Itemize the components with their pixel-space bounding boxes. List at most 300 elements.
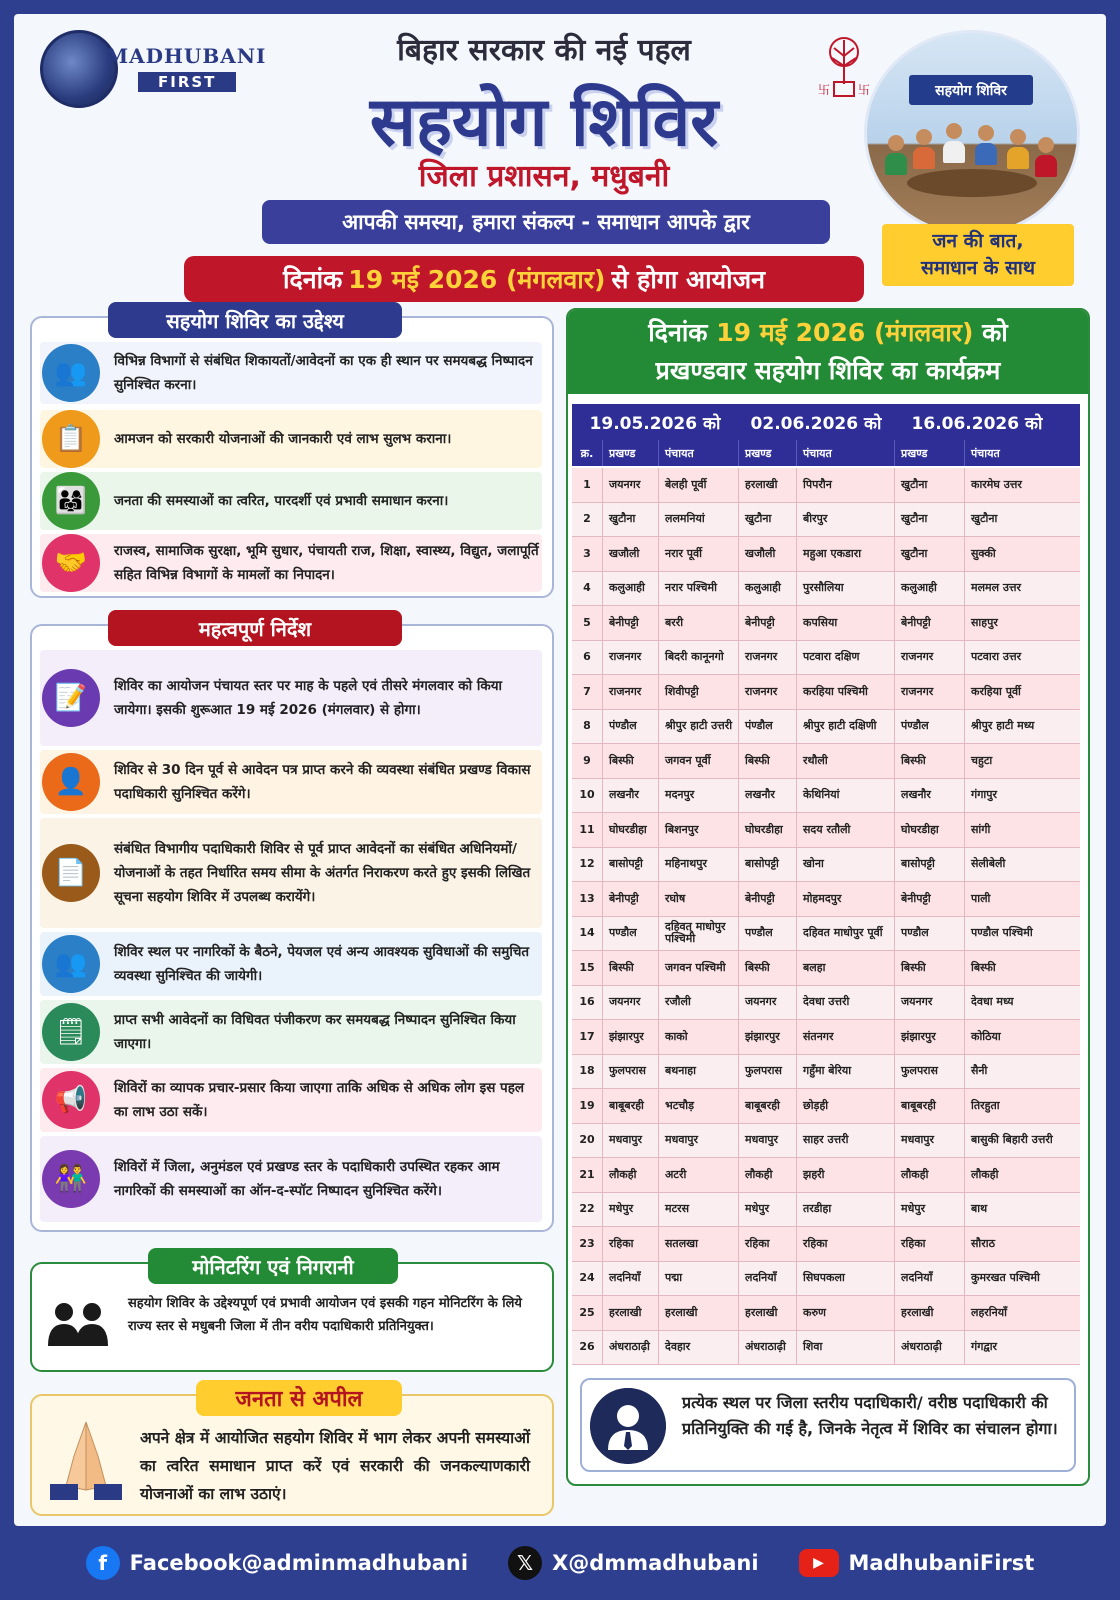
direction-item	[40, 1068, 542, 1132]
table-cell: 18	[579, 1064, 595, 1078]
table-cell: राजनगर	[894, 641, 964, 675]
table-cell: नरार पूर्वी	[658, 537, 738, 571]
table-cell: सतलखा	[658, 1227, 738, 1261]
table-cell: घोघरडीहा	[602, 813, 658, 847]
person-icon	[1007, 129, 1029, 169]
table-cell: लदनियाँ	[602, 1262, 658, 1296]
table-cell: राजनगर	[738, 641, 796, 675]
monitoring-section	[30, 1254, 554, 1372]
hero-sign: सहयोग शिविर	[909, 75, 1033, 105]
table-row	[572, 1331, 1080, 1366]
objective-text: आमजन को सरकारी योजनाओं की जानकारी एवं लाभ सुलभ कराना।	[114, 431, 452, 447]
table-cell: हरलाखी	[602, 1296, 658, 1330]
table-cell: बलहा	[796, 951, 894, 985]
table-cell: अंधराठाढ़ी	[738, 1331, 796, 1365]
table-cell: लखनौर	[602, 779, 658, 813]
table-cell: 5	[583, 615, 591, 629]
person-icon	[943, 123, 965, 163]
table-row	[572, 1296, 1080, 1331]
table-cell: कलुआही	[602, 572, 658, 606]
date-header: 02.06.2026 को	[750, 413, 882, 434]
table-cell: मधवापुर	[894, 1124, 964, 1158]
table-cell: 10	[579, 788, 595, 802]
table-row	[572, 468, 1080, 503]
table-cell: मधवापुर	[738, 1124, 796, 1158]
table-cell: लदनियाँ	[738, 1262, 796, 1296]
schedule-dates-row	[572, 404, 1080, 440]
direction-text: शिविरों का व्यापक प्रचार-प्रसार किया जाएगा ताकि अधिक से अधिक लोग इस पहल का लाभ उठा सकें।	[114, 1080, 525, 1120]
table-cell: बथनाहा	[658, 1055, 738, 1089]
logo-sub: FIRST	[138, 72, 236, 92]
table-cell: बिस्फी	[964, 951, 1060, 985]
table-cell: झंझारपुर	[738, 1020, 796, 1054]
table-cell: बासोपट्टी	[602, 848, 658, 882]
table-cell: 8	[583, 719, 591, 733]
column-header: पंचायत	[796, 440, 894, 466]
appeal-title: जनता से अपील	[196, 1380, 402, 1416]
schedule-table-header	[572, 440, 1080, 466]
facebook-link[interactable]	[86, 1546, 468, 1580]
table-cell: 3	[583, 546, 591, 560]
header-subtitle: बिहार सरकार की नई पहल	[397, 33, 691, 68]
person-icon	[913, 129, 935, 169]
bihar-emblem-icon	[814, 34, 874, 104]
table-cell: कोठिया	[964, 1020, 1060, 1054]
table-cell: लौकही	[602, 1158, 658, 1192]
officers-icon: 👫	[42, 1150, 100, 1208]
x-handle: X@dmmadhubani	[552, 1551, 759, 1575]
table-cell: बररी	[658, 606, 738, 640]
x-icon: 𝕏	[508, 1546, 542, 1580]
table-cell: बिस्फी	[738, 744, 796, 778]
official-icon: 👤	[42, 753, 100, 811]
table-cell: कुमरखत पश्चिमी	[964, 1262, 1060, 1296]
table-cell: जयनगर	[738, 986, 796, 1020]
table-cell: बिस्फी	[602, 951, 658, 985]
table-cell: लखनौर	[894, 779, 964, 813]
table-cell: पण्डौल	[602, 917, 658, 951]
table-cell: राजनगर	[602, 641, 658, 675]
page-title: सहयोग शिविर	[369, 83, 719, 162]
table-row	[572, 1227, 1080, 1262]
table-row	[572, 606, 1080, 641]
table-cell: रहिका	[602, 1227, 658, 1261]
schedule-head-pre: दिनांक	[648, 318, 708, 347]
table-cell: राजनगर	[602, 675, 658, 709]
table-row	[572, 813, 1080, 848]
x-link[interactable]	[508, 1546, 758, 1580]
table-cell: खुटौना	[894, 537, 964, 571]
table-row	[572, 675, 1080, 710]
table-row	[572, 1089, 1080, 1124]
column-header: प्रखण्ड	[894, 440, 964, 466]
table-cell: बासोपट्टी	[894, 848, 964, 882]
table-cell: बिस्फी	[894, 744, 964, 778]
slogan-banner: आपकी समस्या, हमारा संकल्प - समाधान आपके द्वार	[262, 200, 830, 244]
table-cell: बीरपुर	[796, 503, 894, 537]
table-cell: देवहार	[658, 1331, 738, 1365]
schedule-heading-line-2: प्रखण्डवार सहयोग शिविर का कार्यक्रम	[655, 356, 1001, 385]
table-row	[572, 641, 1080, 676]
people-icon: 👥	[42, 344, 100, 402]
table-cell: 19	[579, 1098, 595, 1112]
table-cell: महिनाथपुर	[658, 848, 738, 882]
table-cell: बाबूबरही	[894, 1089, 964, 1123]
table-cell: पण्डौल	[738, 917, 796, 951]
table-row	[572, 1124, 1080, 1159]
direction-item	[40, 650, 542, 746]
direction-text: शिविरों में जिला, अनुमंडल एवं प्रखण्ड स्तर के पदाधिकारी उपस्थित रहकर आम नागरिकों की समस्याओं का ऑन-द-स्पॉट निष्पादन सुनिश्चित करेंगे।	[114, 1159, 500, 1199]
schedule-heading-line-1	[568, 314, 1088, 352]
table-cell: शिवा	[796, 1331, 894, 1365]
deputation-note	[580, 1378, 1076, 1472]
objective-item	[40, 472, 542, 530]
table-cell: झंझारपुर	[602, 1020, 658, 1054]
table-cell: बेनीपट्टी	[894, 606, 964, 640]
table-cell: बेनीपट्टी	[738, 606, 796, 640]
objective-item	[40, 410, 542, 468]
objectives-title: सहयोग शिविर का उद्देश्य	[108, 302, 402, 338]
table-cell: बेनीपट्टी	[602, 882, 658, 916]
table-cell: पंण्डौल	[602, 710, 658, 744]
table-cell: बिस्फी	[602, 744, 658, 778]
table-cell: घोघरडीहा	[894, 813, 964, 847]
direction-text: प्राप्त सभी आवेदनों का विधिवत पंजीकरण कर समयबद्ध निष्पादन सुनिश्चित किया जाएगा।	[114, 1012, 516, 1052]
table-row	[572, 744, 1080, 779]
table-cell: खुटौना	[964, 503, 1060, 537]
table-cell: 20	[579, 1133, 595, 1147]
table-cell: रहिका	[738, 1227, 796, 1261]
table-cell: फुलपरास	[602, 1055, 658, 1089]
table-cell: पाली	[964, 882, 1060, 916]
document-icon: 📄	[42, 844, 100, 902]
table-cell: घोघरडीहा	[738, 813, 796, 847]
table-cell: दहिवत माधोपुर पूर्वी	[796, 917, 894, 951]
table-cell: 2	[583, 512, 591, 526]
citizens-icon: 👥	[42, 935, 100, 993]
column-header: प्रखण्ड	[602, 440, 658, 466]
table-cell: श्रीपुर हाटी मध्य	[964, 710, 1060, 744]
table-cell: 4	[583, 581, 591, 595]
table-cell: खुटौना	[602, 503, 658, 537]
table-cell: बेनीपट्टी	[738, 882, 796, 916]
table-cell: अंधराठाढ़ी	[602, 1331, 658, 1365]
table-cell: जयनगर	[602, 468, 658, 502]
table-row	[572, 503, 1080, 538]
table-cell: बाथ	[964, 1193, 1060, 1227]
table-cell: 25	[579, 1305, 595, 1319]
table-cell: पण्डौल पश्चिमी	[964, 917, 1060, 951]
direction-text: शिविर स्थल पर नागरिकों के बैठने, पेयजल एवं अन्य आवश्यक सुविधाओं की समुचित व्यवस्था सुनिश्चित की जायेगी।	[114, 944, 530, 984]
facebook-icon: f	[86, 1546, 120, 1580]
schedule-head-date: 19 मई 2026 (मंगलवार)	[716, 318, 974, 347]
table-cell: लौकही	[894, 1158, 964, 1192]
table-cell: अटरी	[658, 1158, 738, 1192]
table-cell: मलमल उत्तर	[964, 572, 1060, 606]
madhubani-first-logo	[40, 30, 270, 110]
direction-item	[40, 818, 542, 928]
table-cell: दहिवत् माधोपुर पश्चिमी	[658, 917, 738, 951]
clipboard-list-icon: 📝	[42, 669, 100, 727]
objective-item	[40, 534, 542, 592]
direction-text: शिविर का आयोजन पंचायत स्तर पर माह के पहले एवं तीसरे मंगलवार को किया जायेगा। इसकी शुरूआत 19 मई 2026 (मंगलवार) से होगा।	[114, 678, 503, 718]
table-cell: मधवापुर	[658, 1124, 738, 1158]
column-header: पंचायत	[658, 440, 738, 466]
register-icon: 🗒	[42, 1003, 100, 1061]
table-cell: काको	[658, 1020, 738, 1054]
table-cell: कलुआही	[738, 572, 796, 606]
table-cell: बेनीपट्टी	[602, 606, 658, 640]
table-cell: 13	[579, 891, 595, 905]
direction-item	[40, 1000, 542, 1064]
table-cell: पुरसौलिया	[796, 572, 894, 606]
table-cell: जगवन पूर्वी	[658, 744, 738, 778]
table-cell: मधेपुर	[602, 1193, 658, 1227]
table-cell: बिशनपुर	[658, 813, 738, 847]
table-row	[572, 537, 1080, 572]
table-row	[572, 710, 1080, 745]
table-cell: खुटौना	[894, 468, 964, 502]
table-cell: लौकही	[738, 1158, 796, 1192]
table-cell: खुटौना	[738, 503, 796, 537]
clipboard-icon: 📋	[42, 410, 100, 468]
table-cell: खजौली	[602, 537, 658, 571]
directions-section	[30, 616, 554, 1232]
table-cell: संतनगर	[796, 1020, 894, 1054]
schedule-section	[566, 308, 1090, 1486]
table-cell: रहिका	[894, 1227, 964, 1261]
table-cell: हरलाखी	[658, 1296, 738, 1330]
table-cell: मदनपुर	[658, 779, 738, 813]
svg-text:卐: 卐	[858, 83, 871, 97]
table-cell: पण्डौल	[894, 917, 964, 951]
table-cell: रघोष	[658, 882, 738, 916]
youtube-link[interactable]	[799, 1549, 1035, 1577]
table-cell: 14	[579, 926, 595, 940]
table-cell: 9	[583, 753, 591, 767]
table-cell: देवधा उत्तरी	[796, 986, 894, 1020]
table-cell: खोना	[796, 848, 894, 882]
logo-emblem-icon	[40, 30, 118, 108]
table-cell: 23	[579, 1236, 595, 1250]
table-cell: करुण	[796, 1296, 894, 1330]
table-cell: हरलाखी	[738, 468, 796, 502]
table-row	[572, 917, 1080, 952]
table-cell: पंण्डौल	[738, 710, 796, 744]
table-row	[572, 1020, 1080, 1055]
direction-item	[40, 1136, 542, 1222]
table-cell: सेलीबेली	[964, 848, 1060, 882]
table-cell: देवधा मध्य	[964, 986, 1060, 1020]
table-cell: हरलाखी	[738, 1296, 796, 1330]
direction-item	[40, 750, 542, 814]
table-cell: करहिया पूर्वी	[964, 675, 1060, 709]
table-cell: 17	[579, 1029, 595, 1043]
table-cell: 22	[579, 1202, 595, 1216]
table-cell: झहरी	[796, 1158, 894, 1192]
facebook-handle: Facebook@adminmadhubani	[129, 1551, 469, 1575]
folded-hands-icon	[46, 1416, 126, 1504]
table-row	[572, 1193, 1080, 1228]
table-cell: बाबूबरही	[602, 1089, 658, 1123]
table-cell: बिस्फी	[894, 951, 964, 985]
table-cell: झंझारपुर	[894, 1020, 964, 1054]
table-cell: 15	[579, 960, 595, 974]
table-cell: पिपरौन	[796, 468, 894, 502]
table-cell: फुलपरास	[894, 1055, 964, 1089]
table-cell: नरार पश्चिमी	[658, 572, 738, 606]
appeal-text: अपने क्षेत्र में आयोजित सहयोग शिविर में भाग लेकर अपनी समस्याओं का त्वरित समाधान प्राप्त करें एवं सरकारी की जनकल्याणकारी योजनाओं का लाभ उठाएं।	[140, 1429, 530, 1503]
date-header: 16.06.2026 को	[911, 413, 1043, 434]
officer-icon	[590, 1388, 666, 1464]
date-pre: दिनांक	[282, 265, 343, 294]
objectives-section	[30, 308, 554, 598]
group-icon: 👨‍👩‍👧	[42, 472, 100, 530]
table-cell: पटवारा उत्तर	[964, 641, 1060, 675]
table-cell: चहुटा	[964, 744, 1060, 778]
objective-text: राजस्व, सामाजिक सुरक्षा, भूमि सुधार, पंचायती राज, शिक्षा, स्वास्थ्य, विद्युत, जलापूर्ति सहित विभिन्न विभागों के मामलों का निपादन।	[114, 543, 539, 583]
directions-title: महत्वपूर्ण निर्देश	[108, 610, 402, 646]
hero-illustration	[864, 30, 1080, 236]
table-row	[572, 1262, 1080, 1297]
person-icon	[975, 125, 997, 165]
direction-item	[40, 932, 542, 996]
megaphone-icon: 📢	[42, 1071, 100, 1129]
table-cell: सांगी	[964, 813, 1060, 847]
table-cell: जगवन पश्चिमी	[658, 951, 738, 985]
appeal-section	[30, 1387, 554, 1516]
column-header: प्रखण्ड	[738, 440, 796, 466]
table-row	[572, 848, 1080, 883]
table-cell: 6	[583, 650, 591, 664]
hero-tag-line-2: समाधान के साथ	[920, 257, 1035, 279]
table-cell: बिदरी कानूनगो	[658, 641, 738, 675]
deputation-text: प्रत्येक स्थल पर जिला स्तरीय पदाधिकारी/ वरीष्ठ पदाधिकारी की प्रतिनियुक्ति की गई है, जिनके नेतृत्व में शिविर का संचालन होगा।	[682, 1393, 1058, 1438]
table-cell: बासुकी बिहारी उत्तरी	[964, 1124, 1060, 1158]
table-cell: लखनौर	[738, 779, 796, 813]
table-cell: लदनियाँ	[894, 1262, 964, 1296]
table-cell: साहपुर	[964, 606, 1060, 640]
table-cell: जयनगर	[894, 986, 964, 1020]
table-cell: भटचौड़	[658, 1089, 738, 1123]
table-row	[572, 951, 1080, 986]
table-cell: 24	[579, 1271, 595, 1285]
schedule-head-post: को	[982, 318, 1008, 347]
table-cell: 11	[579, 822, 595, 836]
table-cell: सुक्की	[964, 537, 1060, 571]
table-cell: 16	[579, 995, 595, 1009]
table-cell: बिस्फी	[738, 951, 796, 985]
team-icon	[46, 1300, 110, 1348]
table-cell: मधेपुर	[894, 1193, 964, 1227]
table-cell: केथिनियां	[796, 779, 894, 813]
table-cell: गंगद्वार	[964, 1331, 1060, 1365]
date-header: 19.05.2026 को	[589, 413, 721, 434]
table-cell: बेनीपट्टी	[894, 882, 964, 916]
table-cell: 7	[583, 684, 591, 698]
table-cell: गंगापुर	[964, 779, 1060, 813]
table-row	[572, 1158, 1080, 1193]
column-header: क्र.	[580, 446, 594, 460]
logo-name: MADHUBANI	[106, 44, 267, 68]
table-cell: बेलही पूर्वी	[658, 468, 738, 502]
hero-tag-line-1: जन की बात,	[932, 230, 1024, 252]
table-cell: सैनी	[964, 1055, 1060, 1089]
table-cell: सिघपकला	[796, 1262, 894, 1296]
table-cell: कपसिया	[796, 606, 894, 640]
table-cell: मटरस	[658, 1193, 738, 1227]
monitoring-text: सहयोग शिविर के उद्देश्यपूर्ण एवं प्रभावी आयोजन एवं इसकी गहन मोनिटरिंग के लिये राज्य स्तर से मधुबनी जिला में तीन वरीय पदाधिकारी प्रतिनियुक्त।	[128, 1296, 522, 1334]
table-cell: कारमेघ उत्तर	[964, 468, 1060, 502]
table-cell: 12	[579, 857, 595, 871]
schedule-table-body	[572, 468, 1080, 1365]
youtube-handle: MadhubaniFirst	[848, 1551, 1035, 1575]
schedule-heading	[568, 310, 1088, 394]
objective-text: विभिन्न विभागों से संबंधित शिकायतों/आवेदनों का एक ही स्थान पर समयबद्ध निष्पादन सुनिश्चित करना।	[114, 353, 533, 393]
date-banner	[184, 256, 864, 302]
table-cell: पद्मा	[658, 1262, 738, 1296]
table-cell: साहर उत्तरी	[796, 1124, 894, 1158]
table-cell: कलुआही	[894, 572, 964, 606]
table-cell: सौराठ	[964, 1227, 1060, 1261]
table-row	[572, 572, 1080, 607]
table-row	[572, 1055, 1080, 1090]
table-cell: खुटौना	[894, 503, 964, 537]
date-highlight: 19 मई 2026 (मंगलवार)	[348, 265, 606, 294]
table-cell: मधेपुर	[738, 1193, 796, 1227]
table-cell: 21	[579, 1167, 595, 1181]
date-post: से होगा आयोजन	[611, 265, 765, 294]
table-cell: श्रीपुर हाटी दक्षिणी	[796, 710, 894, 744]
hero-tagline	[882, 224, 1074, 286]
objective-item	[40, 342, 542, 404]
person-icon	[885, 135, 907, 175]
objective-text: जनता की समस्याओं का त्वरित, पारदर्शी एवं प्रभावी समाधान करना।	[114, 493, 449, 509]
table-cell: ललमनियां	[658, 503, 738, 537]
column-header: पंचायत	[964, 440, 1060, 466]
table-cell: तरडीहा	[796, 1193, 894, 1227]
table-cell: छोड़ही	[796, 1089, 894, 1123]
table-cell: मधवापुर	[602, 1124, 658, 1158]
table-cell: 1	[583, 477, 591, 491]
direction-text: शिविर से 30 दिन पूर्व से आवेदन पत्र प्राप्त करने की व्यवस्था संबंधित प्रखण्ड विकास पदाधिकारी सुनिश्चित करेंगे।	[114, 762, 531, 802]
table-icon	[907, 169, 1037, 197]
table-cell: बाबूबरही	[738, 1089, 796, 1123]
table-cell: रजौली	[658, 986, 738, 1020]
table-cell: हरलाखी	[894, 1296, 964, 1330]
handshake-icon: 🤝	[42, 534, 100, 592]
table-cell: गहुँमा बेरिया	[796, 1055, 894, 1089]
table-cell: महुआ एकडारा	[796, 537, 894, 571]
table-cell: लौकही	[964, 1158, 1060, 1192]
table-cell: खजौली	[738, 537, 796, 571]
table-cell: पटवारा दक्षिण	[796, 641, 894, 675]
table-cell: पंण्डौल	[894, 710, 964, 744]
svg-text:卐: 卐	[818, 83, 831, 97]
table-cell: जयनगर	[602, 986, 658, 1020]
youtube-icon: ▶	[799, 1549, 839, 1577]
table-cell: श्रीपुर हाटी उत्तरी	[658, 710, 738, 744]
table-cell: राजनगर	[738, 675, 796, 709]
table-cell: सदय रतौली	[796, 813, 894, 847]
poster	[14, 14, 1106, 1526]
table-cell: बासोपट्टी	[738, 848, 796, 882]
table-row	[572, 779, 1080, 814]
table-cell: राजनगर	[894, 675, 964, 709]
table-cell: रहिका	[796, 1227, 894, 1261]
district-admin: जिला प्रशासन, मधुबनी	[418, 159, 670, 194]
person-icon	[1035, 137, 1057, 177]
